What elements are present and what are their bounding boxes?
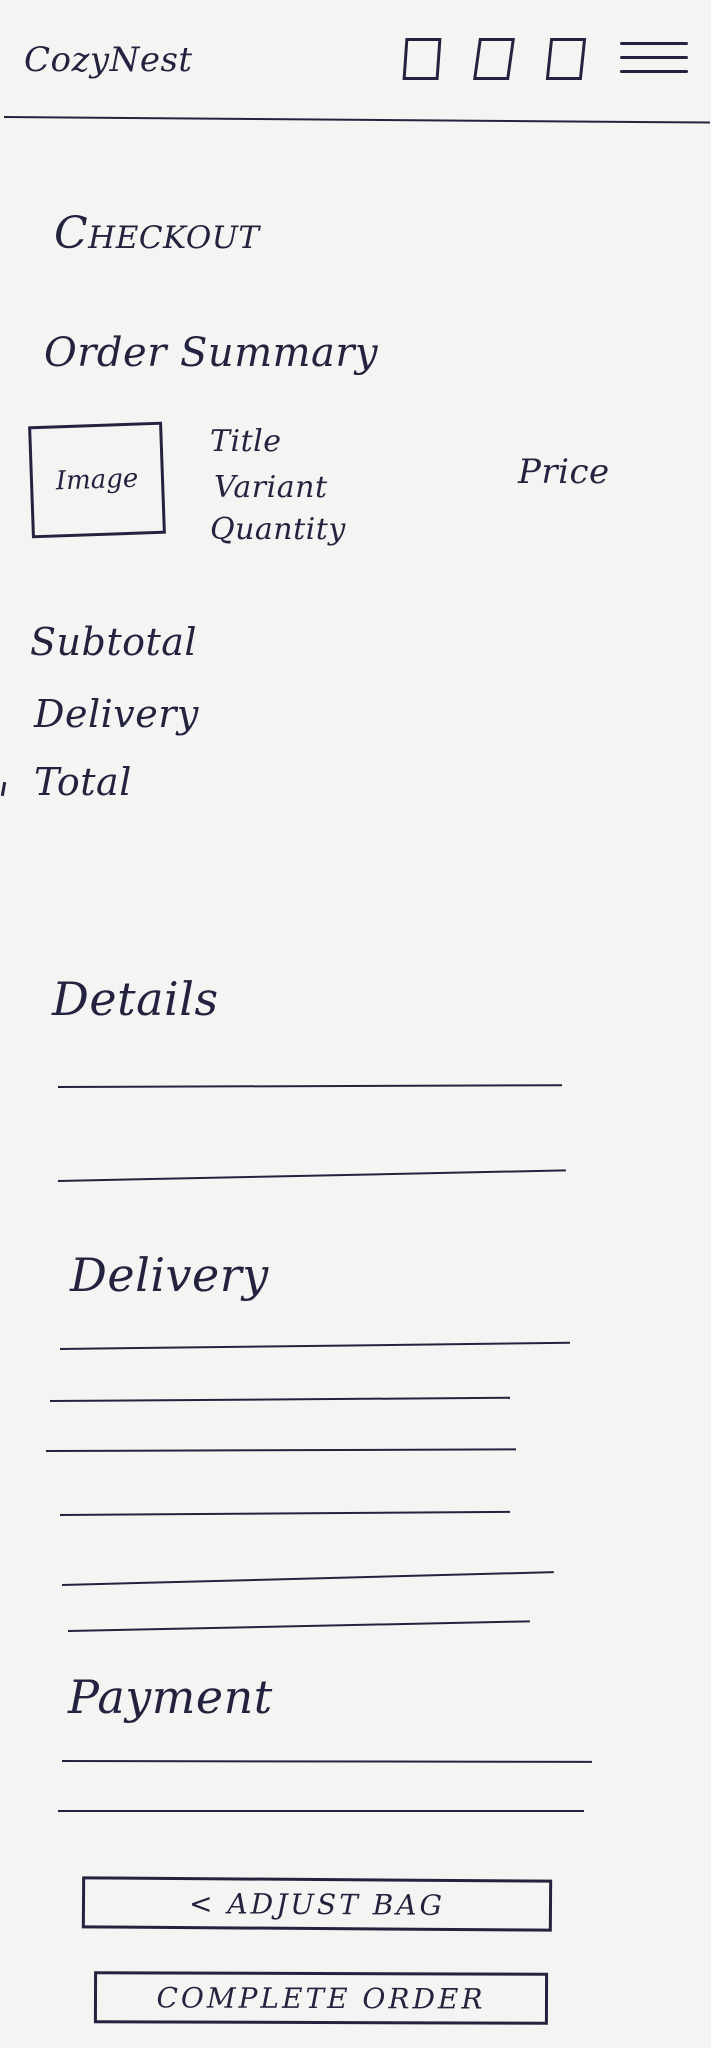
product-image-label: Image bbox=[55, 463, 139, 497]
square-icon[interactable] bbox=[473, 38, 515, 80]
delivery-field-5[interactable] bbox=[62, 1571, 554, 1586]
total-label: Total bbox=[34, 760, 132, 804]
delivery-cost-label: Delivery bbox=[34, 692, 199, 736]
page-title: Checkout bbox=[54, 208, 260, 259]
square-icon[interactable] bbox=[403, 38, 442, 80]
product-price: Price bbox=[518, 452, 610, 492]
subtotal-label: Subtotal bbox=[30, 620, 198, 664]
delivery-input-6[interactable] bbox=[67, 1586, 530, 1630]
product-quantity: Quantity bbox=[210, 512, 346, 547]
delivery-field-6[interactable] bbox=[68, 1620, 530, 1632]
margin-mark bbox=[1, 782, 6, 796]
complete-order-button[interactable]: COMPLETE ORDER bbox=[94, 1971, 548, 2025]
details-input-1[interactable] bbox=[58, 1050, 562, 1086]
details-field-1[interactable] bbox=[58, 1084, 562, 1088]
brand-logo[interactable]: CozyNest bbox=[24, 40, 193, 80]
delivery-field-1[interactable] bbox=[60, 1342, 570, 1350]
payment-input-2[interactable] bbox=[58, 1776, 584, 1810]
delivery-input-1[interactable] bbox=[60, 1308, 570, 1348]
adjust-bag-button[interactable]: < ADJUST BAG bbox=[82, 1876, 552, 1931]
header-icons bbox=[400, 34, 700, 84]
delivery-field-3[interactable] bbox=[46, 1448, 516, 1452]
delivery-field-2[interactable] bbox=[50, 1397, 510, 1402]
delivery-input-3[interactable] bbox=[46, 1414, 516, 1450]
product-title: Title bbox=[210, 424, 282, 459]
payment-section-title: Payment bbox=[68, 1670, 273, 1724]
details-input-2[interactable] bbox=[57, 1135, 566, 1180]
details-section-title: Details bbox=[52, 972, 219, 1026]
hamburger-menu-icon[interactable] bbox=[620, 40, 688, 76]
delivery-field-4[interactable] bbox=[60, 1511, 510, 1516]
header-divider bbox=[4, 116, 710, 124]
delivery-section-title: Delivery bbox=[70, 1248, 269, 1302]
square-icon[interactable] bbox=[546, 38, 586, 80]
delivery-input-2[interactable] bbox=[50, 1363, 510, 1400]
payment-field-2[interactable] bbox=[58, 1810, 584, 1812]
delivery-input-4[interactable] bbox=[60, 1477, 510, 1514]
payment-input-1[interactable] bbox=[62, 1726, 592, 1761]
product-image-placeholder bbox=[28, 422, 166, 539]
product-variant: Variant bbox=[214, 470, 328, 505]
details-field-2[interactable] bbox=[58, 1169, 566, 1182]
order-summary-title: Order Summary bbox=[44, 330, 379, 376]
delivery-input-5[interactable] bbox=[61, 1537, 554, 1584]
payment-field-1[interactable] bbox=[62, 1760, 592, 1763]
